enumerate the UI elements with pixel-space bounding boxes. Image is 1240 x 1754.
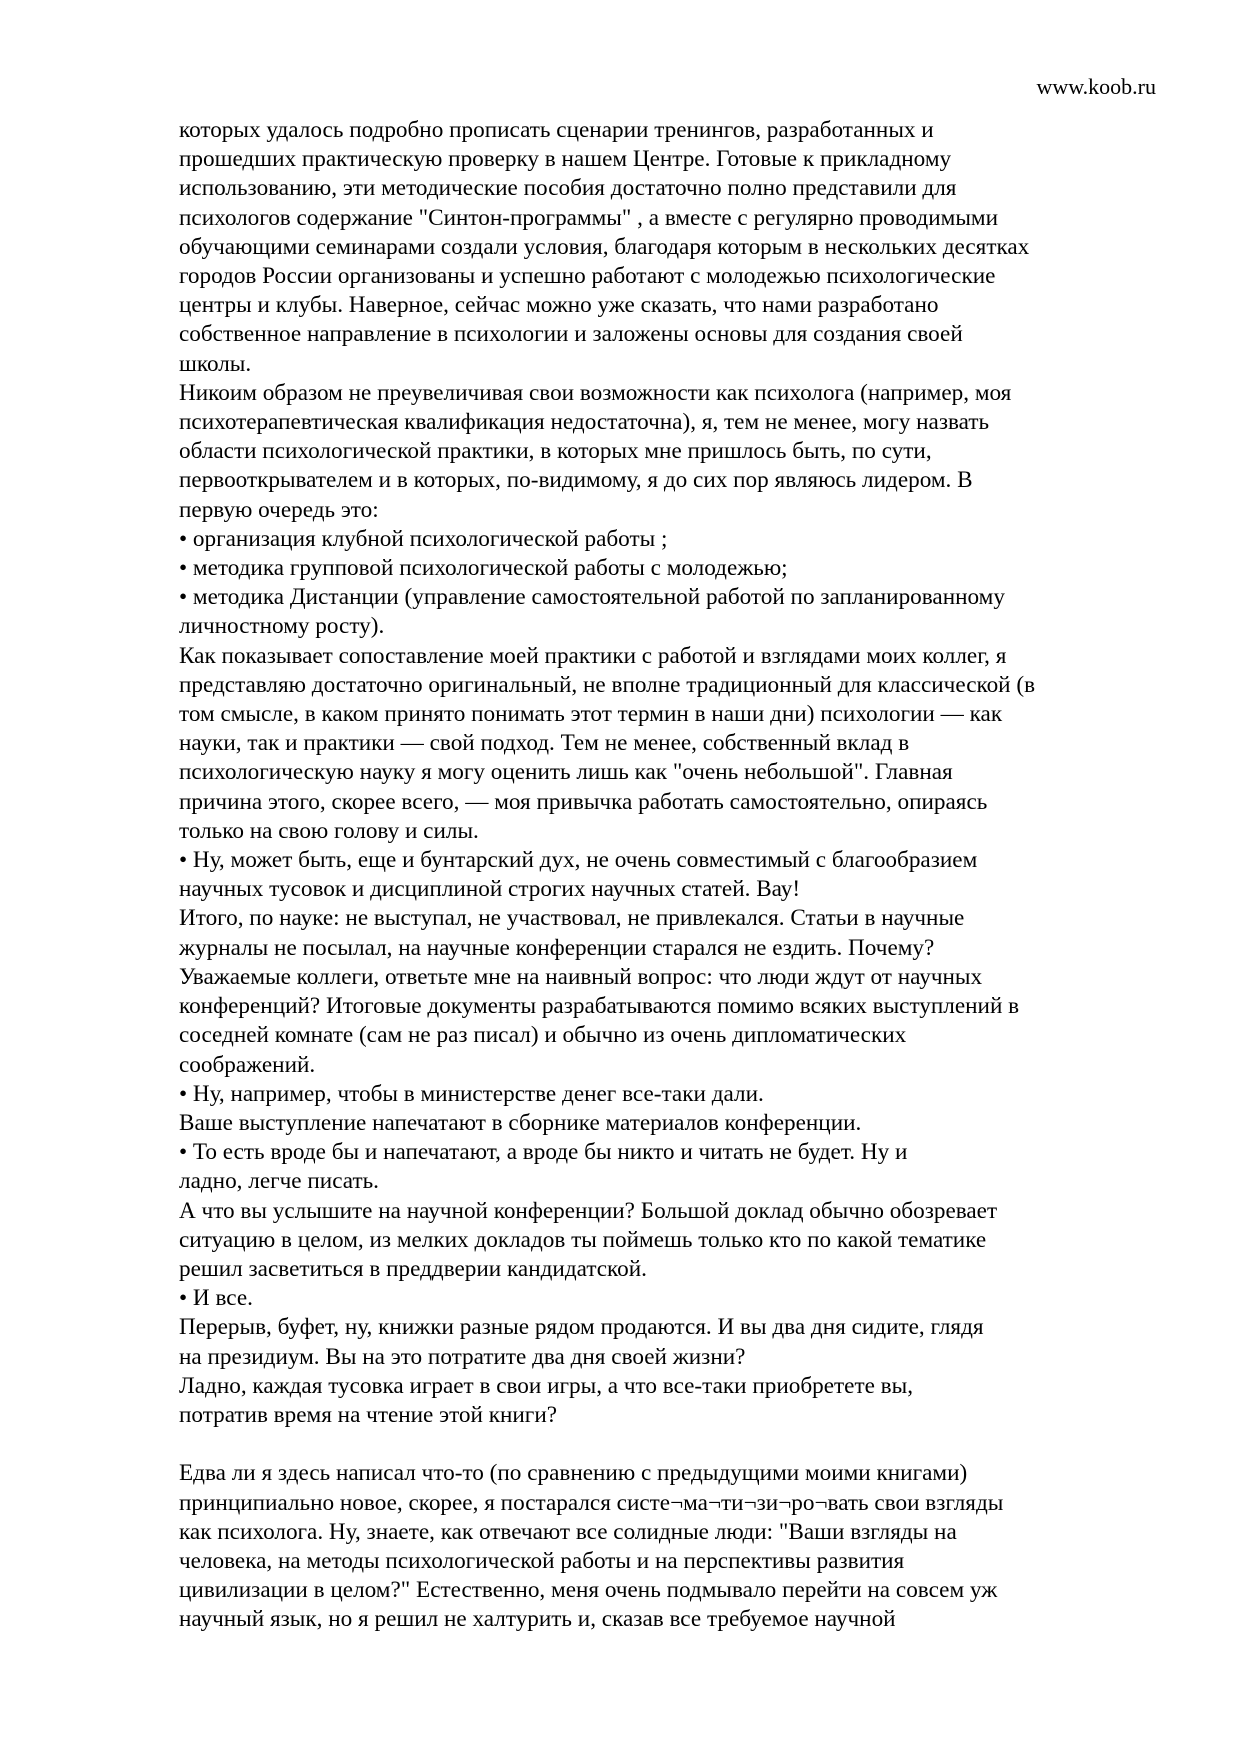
paragraph <box>179 1313 1099 1371</box>
paragraph <box>179 116 1099 379</box>
text-line: городов России организованы и успешно работают с молодежью психологические <box>179 263 996 290</box>
paragraph <box>179 1459 1099 1634</box>
paragraph <box>179 1109 1099 1138</box>
text-line: журналы не посылал, на научные конференции старался не ездить. Почему? <box>179 934 935 961</box>
text-line: • Ну, например, чтобы в министерстве денег все-таки дали. <box>179 1080 764 1107</box>
text-line: соседней комнате (сам не раз писал) и обычно из очень дипломатических <box>179 1022 907 1049</box>
text-line: ситуацию в целом, из мелких докладов ты поймешь только кто по какой тематике <box>179 1226 987 1253</box>
text-line: • То есть вроде бы и напечатают, а вроде бы никто и читать не будет. Ну и <box>179 1139 908 1166</box>
body-text <box>179 116 1099 1635</box>
paragraph <box>179 1080 1099 1109</box>
text-line: представляю достаточно оригинальный, не вполне традиционный для классической (в <box>179 671 1036 698</box>
text-line: решил засветиться в преддверии кандидатской. <box>179 1255 647 1282</box>
text-line: • организация клубной психологической работы ; <box>179 525 668 552</box>
paragraph <box>179 554 1099 583</box>
text-line: обучающими семинарами создали условия, благодаря которым в нескольких десятках <box>179 233 1030 260</box>
text-line: человека, на методы психологической работы и на перспективы развития <box>179 1547 905 1574</box>
text-line: Никоим образом не преувеличивая свои возможности как психолога (например, моя <box>179 379 1012 406</box>
text-line: личностному росту). <box>179 613 385 640</box>
text-line: научный язык, но я решил не халтурить и, сказав все требуемое научной <box>179 1606 896 1633</box>
text-line: центры и клубы. Наверное, сейчас можно уже сказать, что нами разработано <box>179 292 939 319</box>
paragraph <box>179 525 1099 554</box>
text-line: цивилизации в целом?" Естественно, меня очень подмывало перейти на совсем уж <box>179 1577 998 1604</box>
text-line: психологическую науку я могу оценить лишь как "очень небольшой". Главная <box>179 759 953 786</box>
text-line: которых удалось подробно прописать сценарии тренингов, разработанных и <box>179 117 934 143</box>
paragraph <box>179 904 1099 1079</box>
text-line: Ваше выступление напечатают в сборнике материалов конференции. <box>179 1109 862 1136</box>
paragraph <box>179 583 1099 641</box>
blank-line <box>179 1430 1099 1459</box>
text-line: прошедших практическую проверку в нашем Центре. Готовые к прикладному <box>179 146 952 173</box>
text-line: научных тусовок и дисциплиной строгих научных статей. Вау! <box>179 876 801 903</box>
text-line: Перерыв, буфет, ну, книжки разные рядом продаются. И вы два дня сидите, глядя <box>179 1314 984 1341</box>
site-url: www.koob.ru <box>1036 74 1156 99</box>
text-line: собственное направление в психологии и заложены основы для создания своей <box>179 321 963 348</box>
text-line: А что вы услышите на научной конференции? Большой доклад обычно обозревает <box>179 1197 998 1224</box>
text-line: первооткрывателем и в которых, по-видимому, я до сих пор являюсь лидером. В <box>179 467 973 494</box>
paragraph <box>179 1197 1099 1285</box>
text-line: ладно, легче писать. <box>179 1168 379 1195</box>
paragraph <box>179 642 1099 846</box>
text-line: Ладно, каждая тусовка играет в свои игры, а что все-таки приобретете вы, <box>179 1372 913 1399</box>
text-line: • методика групповой психологической работы с молодежью; <box>179 555 788 582</box>
text-line: Итого, по науке: не выступал, не участвовал, не привлекался. Статьи в научные <box>179 905 965 932</box>
text-line: Уважаемые коллеги, ответьте мне на наивный вопрос: что люди ждут от научных <box>179 963 983 990</box>
text-line: причина этого, скорее всего, — моя привычка работать самостоятельно, опираясь <box>179 788 988 815</box>
text-line: конференций? Итоговые документы разрабатываются помимо всяких выступлений в <box>179 993 1020 1020</box>
text-line: • И все. <box>179 1285 253 1312</box>
text-line: психотерапевтическая квалификация недостаточна), я, тем не менее, могу назвать <box>179 409 990 436</box>
paragraph <box>179 379 1099 525</box>
paragraph <box>179 1372 1099 1430</box>
text-line: соображений. <box>179 1051 316 1078</box>
text-line: на президиум. Вы на это потратите два дня своей жизни? <box>179 1343 746 1370</box>
text-line: науки, так и практики — свой подход. Тем не менее, собственный вклад в <box>179 730 910 757</box>
paragraph <box>179 1138 1099 1196</box>
text-line: • Ну, может быть, еще и бунтарский дух, не очень совместимый с благообразием <box>179 847 978 874</box>
text-line: школы. <box>179 350 252 377</box>
text-line: Едва ли я здесь написал что-то (по сравнению с предыдущими моими книгами) <box>179 1460 968 1487</box>
text-line: принципиально новое, скорее, я постарался систе¬ма¬ти¬зи¬ро¬вать свои взгляды <box>179 1489 1004 1516</box>
paragraph <box>179 846 1099 904</box>
text-line: как психолога. Ну, знаете, как отвечают все солидные люди: "Ваши взгляды на <box>179 1518 957 1545</box>
paragraph <box>179 1284 1099 1313</box>
text-line: • методика Дистанции (управление самостоятельной работой по запланированному <box>179 584 1005 611</box>
text-line: только на свою голову и силы. <box>179 817 479 844</box>
text-line: том смысле, в каком принято понимать этот термин в наши дни) психологии — как <box>179 701 1003 728</box>
text-line: потратив время на чтение этой книги? <box>179 1401 558 1428</box>
text-line: первую очередь это: <box>179 496 379 523</box>
text-line: использованию, эти методические пособия достаточно полно представили для <box>179 175 957 202</box>
text-line: области психологической практики, в которых мне пришлось быть, по сути, <box>179 438 932 465</box>
text-line: психологов содержание "Синтон-программы" , а вместе с регулярно проводимыми <box>179 204 998 231</box>
text-line: Как показывает сопоставление моей практики с работой и взглядами моих коллег, я <box>179 642 1007 669</box>
